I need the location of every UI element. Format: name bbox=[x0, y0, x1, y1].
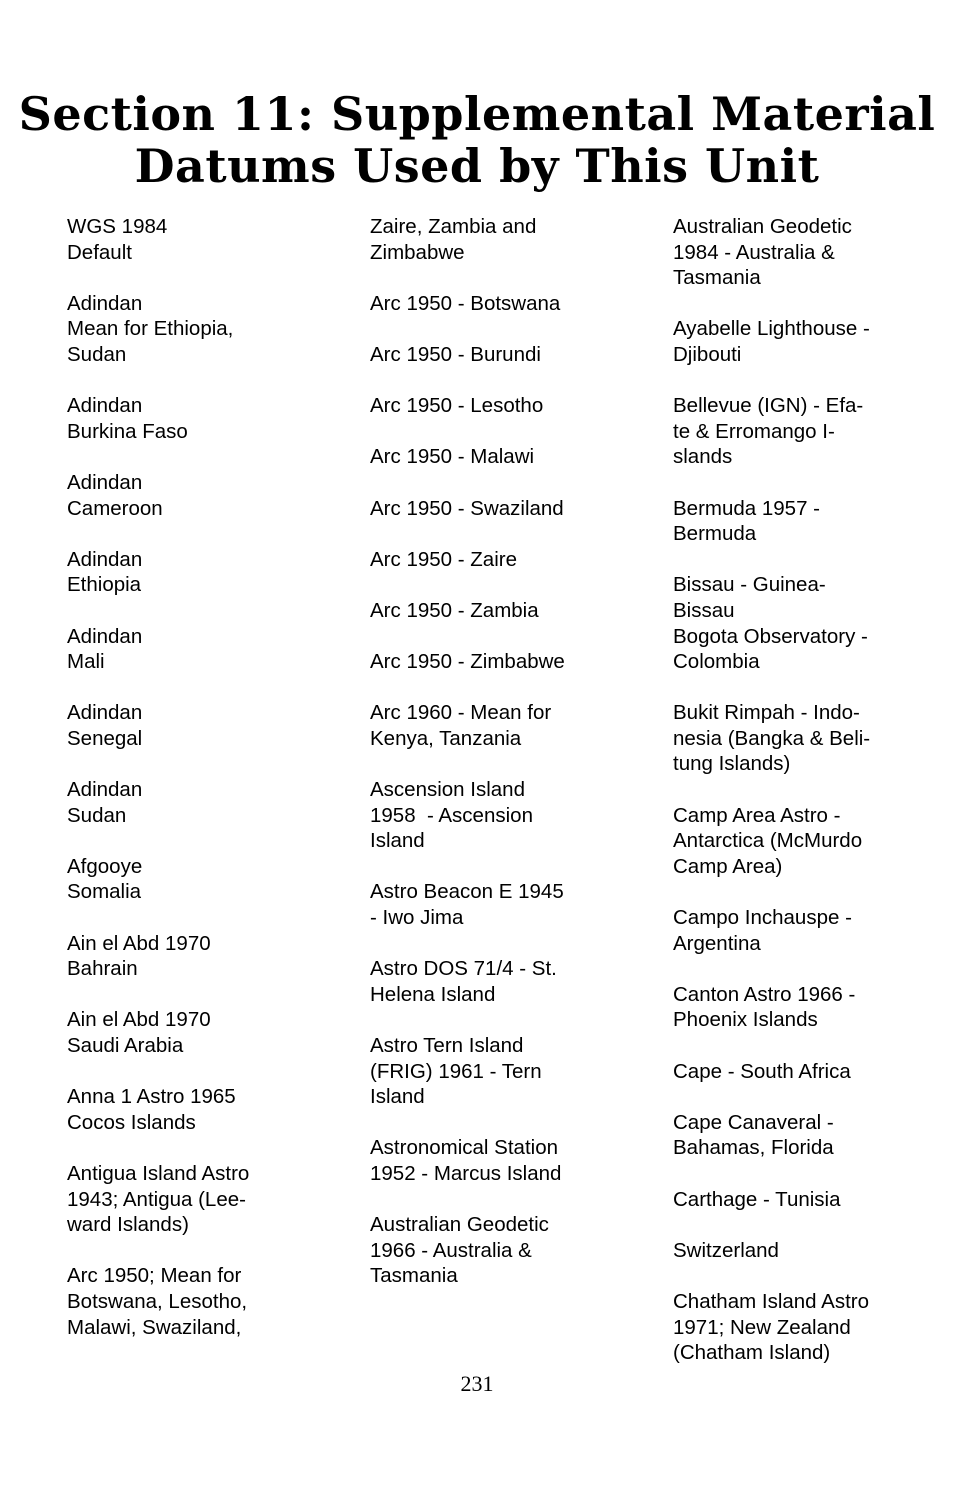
datum-entry-line: Mali bbox=[67, 650, 105, 674]
datum-entry-line: Carthage - Tunisia bbox=[673, 1187, 841, 1211]
datum-entry-line: slands bbox=[673, 445, 733, 469]
datum-entry bbox=[673, 624, 943, 675]
datum-entry-line: Cameroon bbox=[67, 496, 163, 520]
datum-entry-line: Argentina bbox=[673, 931, 761, 955]
datum-entry-line: Default bbox=[67, 240, 132, 264]
datum-entry bbox=[370, 777, 640, 854]
datum-entry-line: Sudan bbox=[67, 342, 127, 366]
title-line-2: Datums Used by This Unit bbox=[134, 139, 820, 193]
datum-entry-line: Adindan bbox=[67, 291, 143, 315]
datum-entry bbox=[370, 956, 640, 1007]
datum-entry-line: Zimbabwe bbox=[370, 240, 465, 264]
datum-entry-line: Bissau bbox=[673, 598, 735, 622]
datum-entry-line: Arc 1950 - Zaire bbox=[370, 547, 517, 571]
datum-entry bbox=[370, 598, 640, 624]
datum-column-3 bbox=[673, 214, 943, 1391]
datum-entry-line: Switzerland bbox=[673, 1238, 779, 1262]
datum-entry bbox=[67, 1084, 337, 1135]
datum-entry-line: Camp Area) bbox=[673, 854, 783, 878]
datum-entry bbox=[673, 496, 943, 547]
datum-entry bbox=[370, 496, 640, 522]
datum-entry bbox=[370, 214, 640, 265]
datum-entry bbox=[370, 879, 640, 930]
datum-entry bbox=[67, 700, 337, 751]
datum-entry-line: 1966 - Australia & bbox=[370, 1238, 532, 1262]
datum-entry-line: Bermuda 1957 - bbox=[673, 496, 821, 520]
datum-entry-line: 1943; Antigua (Lee- bbox=[67, 1187, 246, 1211]
datum-entry bbox=[67, 1161, 337, 1238]
datum-entry-line: Adindan bbox=[67, 701, 143, 725]
datum-entry-line: Adindan bbox=[67, 470, 143, 494]
datum-entry-line: Astronomical Station bbox=[370, 1136, 559, 1160]
datum-entry-line: Phoenix Islands bbox=[673, 1008, 818, 1032]
datum-entry-line: Astro Beacon E 1945 bbox=[370, 880, 564, 904]
datum-entry-line: (Chatham Island) bbox=[673, 1341, 831, 1365]
datum-entry-line: Arc 1950 - Burundi bbox=[370, 342, 541, 366]
datum-entry-line: Arc 1950 - Swaziland bbox=[370, 496, 564, 520]
datum-entry-line: Island bbox=[370, 1085, 425, 1109]
datum-entry-line: Astro Tern Island bbox=[370, 1034, 524, 1057]
datum-entry-line: Mean for Ethiopia, bbox=[67, 317, 234, 341]
datum-entry bbox=[370, 547, 640, 573]
datum-entry bbox=[370, 393, 640, 419]
datum-entry-line: Bissau - Guinea- bbox=[673, 573, 826, 597]
datum-entry-line: Cape Canaveral - bbox=[673, 1110, 834, 1134]
datum-entry-line: Arc 1950 - Zambia bbox=[370, 598, 539, 622]
datum-entry bbox=[67, 1007, 337, 1058]
datum-entry-line: Arc 1950 - Zimbabwe bbox=[370, 650, 565, 674]
datum-entry-line: Antigua Island Astro bbox=[67, 1161, 250, 1185]
datum-entry-line: Bukit Rimpah - Indo- bbox=[673, 701, 860, 725]
datum-entry-line: Cocos Islands bbox=[67, 1110, 196, 1134]
datum-entry-line: Adindan bbox=[67, 547, 143, 571]
datum-entry-line: Island bbox=[370, 829, 425, 853]
datum-entry-line: Bahamas, Florida bbox=[673, 1136, 834, 1160]
datum-entry-line: Adindan bbox=[67, 778, 143, 802]
datum-entry bbox=[673, 572, 943, 623]
datum-entry bbox=[673, 1238, 943, 1264]
page-number: 231 bbox=[460, 1371, 494, 1396]
datum-column-1 bbox=[67, 214, 337, 1366]
datum-entry-line: Adindan bbox=[67, 394, 143, 418]
datum-entry bbox=[673, 982, 943, 1033]
datum-entry-line: Kenya, Tanzania bbox=[370, 726, 522, 750]
datum-entry-line: Ayabelle Lighthouse - bbox=[673, 317, 870, 341]
datum-entry bbox=[673, 1289, 943, 1366]
datum-entry-line: Tasmania bbox=[673, 266, 761, 290]
datum-entry-line: Saudi Arabia bbox=[67, 1034, 184, 1057]
datum-entry bbox=[370, 291, 640, 317]
datum-entry bbox=[370, 649, 640, 675]
datum-entry-line: Cape - South Africa bbox=[673, 1059, 851, 1083]
datum-entry bbox=[67, 854, 337, 905]
datum-entry-line: Ethiopia bbox=[67, 573, 142, 597]
datum-entry bbox=[67, 291, 337, 368]
datum-entry-line: 1952 - Marcus Island bbox=[370, 1161, 562, 1185]
datum-entry-line: Arc 1950 - Botswana bbox=[370, 291, 561, 315]
datum-entry-line: WGS 1984 bbox=[67, 215, 168, 238]
datum-entry-line: Australian Geodetic bbox=[673, 215, 852, 238]
datum-entry bbox=[67, 547, 337, 598]
datum-entry-line: Astro DOS 71/4 - St. bbox=[370, 957, 557, 981]
datum-entry-line: Adindan bbox=[67, 624, 143, 648]
datum-entry bbox=[67, 1263, 337, 1340]
datum-entry bbox=[67, 624, 337, 675]
datum-column-2 bbox=[370, 214, 640, 1315]
datum-entry-line: Zaire, Zambia and bbox=[370, 215, 537, 238]
datum-entry-line: Djibouti bbox=[673, 342, 742, 366]
datum-entry bbox=[673, 214, 943, 291]
datum-entry-line: Bermuda bbox=[673, 522, 757, 546]
datum-entry bbox=[67, 214, 337, 265]
datum-entry-line: - Iwo Jima bbox=[370, 906, 464, 930]
datum-entry-line: Camp Area Astro - bbox=[673, 803, 841, 827]
datum-entry-line: Somalia bbox=[67, 880, 142, 904]
datum-entry-line: Arc 1950; Mean for bbox=[67, 1264, 242, 1288]
datum-entry bbox=[370, 1033, 640, 1110]
datum-entry bbox=[673, 803, 943, 880]
datum-entry bbox=[673, 700, 943, 777]
datum-entry-line: Bellevue (IGN) - Efa- bbox=[673, 394, 864, 418]
datum-entry-line: tung Islands) bbox=[673, 752, 791, 776]
datum-entry-line: Antarctica (McMurdo bbox=[673, 829, 863, 853]
datum-entry-line: Canton Astro 1966 - bbox=[673, 982, 856, 1006]
datum-entry-line: Malawi, Swaziland, bbox=[67, 1315, 242, 1339]
datum-entry-line: Colombia bbox=[673, 650, 760, 674]
datum-entry-line: 1958 - Ascension bbox=[370, 803, 533, 827]
datum-entry-line: 1971; New Zealand bbox=[673, 1315, 851, 1339]
datum-entry-line: Campo Inchauspe - bbox=[673, 906, 852, 930]
datum-entry-line: Bogota Observatory - bbox=[673, 624, 868, 648]
datum-entry-line: Anna 1 Astro 1965 bbox=[67, 1085, 236, 1109]
datum-entry bbox=[67, 931, 337, 982]
datum-entry bbox=[370, 342, 640, 368]
datum-entry-line: ward Islands) bbox=[67, 1213, 189, 1237]
datum-entry-line: 1984 - Australia & bbox=[673, 240, 835, 264]
datum-entry-line: nesia (Bangka & Beli- bbox=[673, 726, 871, 750]
datum-entry-line: Australian Geodetic bbox=[370, 1213, 549, 1237]
datum-entry-line: Arc 1960 - Mean for bbox=[370, 701, 552, 725]
datum-entry bbox=[673, 1059, 943, 1085]
datum-entry bbox=[673, 393, 943, 470]
page-title bbox=[0, 88, 954, 192]
datum-entry-line: te & Erromango I- bbox=[673, 419, 835, 443]
datum-entry bbox=[67, 777, 337, 828]
datum-entry-line: Botswana, Lesotho, bbox=[67, 1289, 248, 1313]
title-line-1: Section 11: Supplemental Material bbox=[18, 87, 936, 141]
datum-entry-line: Chatham Island Astro bbox=[673, 1289, 869, 1313]
datum-entry bbox=[673, 1187, 943, 1213]
datum-entry bbox=[67, 393, 337, 444]
datum-entry-line: Tasmania bbox=[370, 1264, 458, 1288]
datum-entry bbox=[67, 470, 337, 521]
datum-entry bbox=[673, 1110, 943, 1161]
datum-entry bbox=[370, 1135, 640, 1186]
datum-entry-line: Arc 1950 - Lesotho bbox=[370, 394, 544, 418]
datum-entry-line: Afgooye bbox=[67, 854, 143, 878]
datum-entry bbox=[370, 700, 640, 751]
datum-entry-line: Arc 1950 - Malawi bbox=[370, 445, 535, 469]
datum-entry-line: Bahrain bbox=[67, 957, 138, 981]
datum-entry bbox=[370, 444, 640, 470]
datum-entry-line: Sudan bbox=[67, 803, 127, 827]
datum-entry-line: Burkina Faso bbox=[67, 419, 188, 443]
datum-entry-line: Senegal bbox=[67, 726, 143, 750]
datum-entry-line: Ain el Abd 1970 bbox=[67, 1008, 211, 1032]
datum-entry-line: Ain el Abd 1970 bbox=[67, 931, 211, 955]
datum-entry-line: Helena Island bbox=[370, 982, 496, 1006]
datum-entry-line: Ascension Island bbox=[370, 778, 525, 802]
datum-entry bbox=[673, 905, 943, 956]
datum-entry-line: (FRIG) 1961 - Tern bbox=[370, 1059, 542, 1083]
datum-entry bbox=[673, 316, 943, 367]
datum-entry bbox=[370, 1212, 640, 1289]
